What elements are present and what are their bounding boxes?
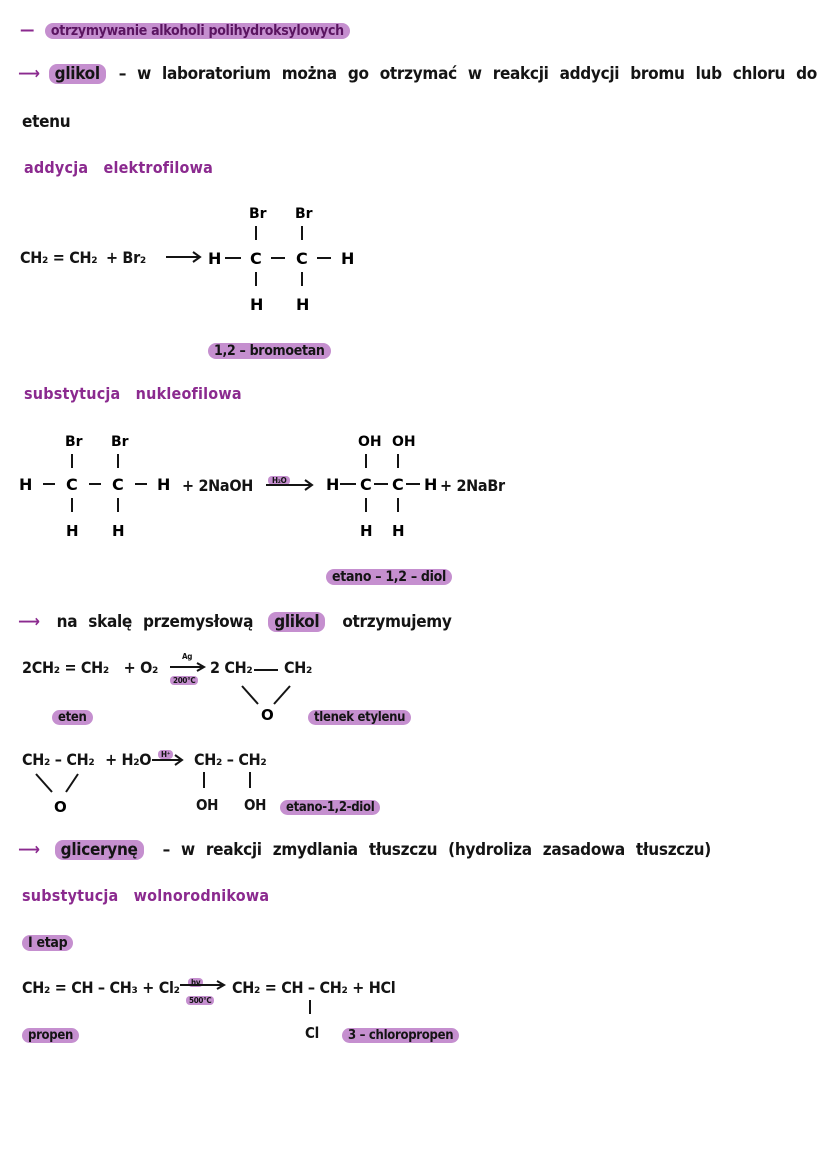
water-formula: + H₂O (105, 750, 152, 769)
hydration-oh-right: OH (244, 796, 267, 814)
hydration-diol-name (280, 796, 380, 815)
glycerin-text: – w reakcji zmydlania tłuszczu (hydroliza zasadowa tłuszczu) (162, 840, 711, 860)
hydration-arrow-icon (150, 754, 186, 766)
substitution-byproduct: + 2NaBr (440, 476, 505, 495)
atom-h: H (296, 295, 310, 314)
atom-h: H (112, 522, 125, 540)
dibromoethane-name (208, 340, 331, 359)
addition-label: addycja elektrofilowa (24, 158, 214, 177)
stage-label: I etap (22, 935, 73, 951)
stage-label-wrap (22, 932, 73, 951)
oxidation-reactant (22, 658, 158, 677)
atom-c: C (360, 475, 372, 494)
arrow-icon: ⟶ (18, 612, 40, 632)
industrial-text-after: otrzymujemy (342, 612, 452, 632)
bond (242, 686, 258, 704)
chloropropen-label: 3 – chloropropen (342, 1028, 459, 1043)
glikol-keyword: glikol (49, 64, 106, 84)
oxide-label: tlenek etylenu (308, 710, 411, 725)
radical-product-bond (302, 998, 318, 1018)
hydration-product: CH₂ – CH₂ (194, 750, 267, 769)
hydration-diol-label: etano-1,2-diol (280, 800, 380, 815)
oxide-formula: CH₂ – CH₂ (22, 750, 95, 769)
atom-h: H (250, 295, 264, 314)
ring-oxygen: O (54, 798, 67, 816)
oxidation-temp (170, 668, 198, 687)
radical-cl: Cl (305, 1024, 319, 1042)
dibromoethane-label: 1,2 – bromoetan (208, 343, 331, 359)
glikol-line (18, 64, 817, 84)
ethene-formula: 2CH₂ = CH₂ (22, 658, 109, 677)
ring-oxygen: O (261, 706, 274, 724)
glycerin-line (18, 840, 711, 860)
eten-name (52, 706, 93, 725)
radical-condition-bottom (186, 988, 214, 1007)
hv-condition: hv (188, 978, 203, 987)
propen-name (22, 1024, 79, 1043)
diol-label: etano – 1,2 – diol (326, 569, 452, 585)
substitution-label: substytucja nukleofilowa (24, 384, 242, 403)
addition-equation (20, 248, 146, 267)
industrial-line (18, 612, 452, 632)
atom-br: Br (295, 206, 313, 222)
acid-catalyst: H⁺ (158, 750, 173, 759)
glycerin-keyword: glicerynę (55, 840, 144, 860)
arrow-icon: ⟶ (18, 64, 40, 84)
atom-h: H (392, 522, 405, 540)
dibromoethane-structure (205, 200, 365, 320)
substitution-arrow-icon (264, 478, 316, 492)
atom-c: C (296, 249, 308, 268)
atom-h: H (360, 522, 373, 540)
atom-h: H (326, 475, 340, 494)
h2o-condition: H₂O (268, 476, 290, 485)
bond (274, 686, 290, 704)
addition-plus: + (105, 248, 118, 267)
chloropropen-name (342, 1024, 459, 1043)
substitution-reactant-structure (15, 428, 195, 548)
oxide-right-ch2: CH₂ (284, 658, 313, 677)
addition-reactant2: Br₂ (122, 248, 146, 267)
temp-200: 200°C (170, 676, 198, 685)
atom-br: Br (65, 434, 83, 450)
diol-name (326, 566, 452, 585)
propen-label: propen (22, 1028, 79, 1043)
addition-arrow-icon (164, 250, 204, 264)
atom-h: H (341, 249, 355, 268)
heading-dash: — (20, 20, 35, 39)
hydration-oh-left: OH (196, 796, 219, 814)
oxygen-formula: + O₂ (123, 658, 159, 677)
addition-reactant1: CH₂ = CH₂ (20, 248, 98, 267)
radical-product: CH₂ = CH – CH₂ + HCl (232, 978, 396, 997)
radical-reactant: CH₂ = CH – CH₃ + Cl₂ (22, 978, 180, 997)
atom-c: C (392, 475, 404, 494)
temp-500: 500°C (186, 996, 214, 1005)
heading-title: otrzymywanie alkoholi polihydroksylowych (45, 23, 350, 39)
hydration-product-bonds (194, 770, 274, 790)
hydration-reactant (22, 750, 151, 769)
catalyst-ag: Ag (181, 652, 193, 661)
atom-oh: OH (392, 434, 416, 450)
heading (20, 20, 350, 39)
oxidation-condition (170, 652, 204, 661)
atom-oh: OH (358, 434, 382, 450)
atom-c: C (66, 475, 78, 494)
atom-h: H (208, 249, 222, 268)
oxide-name (308, 706, 411, 725)
glikol-text: – w laboratorium można go otrzymać w reakcji addycji bromu lub chloru do (118, 64, 817, 84)
oxide-left-ch2: 2 CH₂ (210, 658, 253, 677)
hydration-ring (28, 770, 88, 816)
industrial-text: na skalę przemysłową (56, 612, 254, 632)
diol-structure (322, 428, 446, 548)
atom-br: Br (111, 434, 129, 450)
atom-h: H (157, 475, 171, 494)
atom-c: C (112, 475, 124, 494)
atom-h: H (19, 475, 33, 494)
radical-label: substytucja wolnorodnikowa (22, 886, 270, 905)
atom-h: H (66, 522, 79, 540)
atom-c: C (250, 249, 262, 268)
atom-h: H (424, 475, 438, 494)
arrow-icon: ⟶ (18, 840, 40, 860)
industrial-keyword: glikol (268, 612, 325, 632)
glikol-text-cont: etenu (22, 112, 71, 132)
substitution-reagent: + 2NaOH (182, 476, 254, 495)
atom-br: Br (249, 206, 267, 222)
eten-label: eten (52, 710, 93, 725)
bond (36, 774, 52, 792)
bond (66, 774, 78, 792)
